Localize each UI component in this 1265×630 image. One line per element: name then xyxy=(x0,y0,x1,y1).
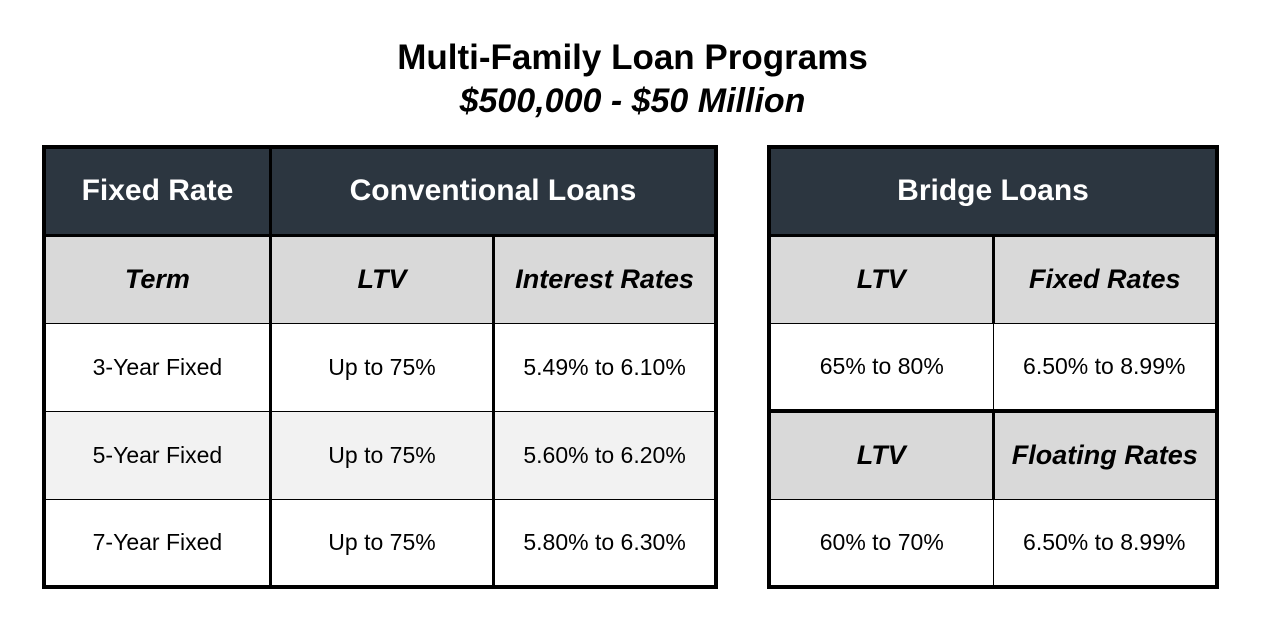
table-row xyxy=(44,411,716,499)
bridge-loans-table xyxy=(767,145,1219,589)
table-row xyxy=(769,499,1217,587)
column-header-ltv: LTV xyxy=(270,235,493,323)
term-cell: 5-Year Fixed xyxy=(44,411,270,499)
fixed-rate-header: Fixed Rate xyxy=(44,147,270,235)
column-header-floating-rates: Floating Rates xyxy=(993,411,1217,499)
floating-rate-cell: 6.50% to 8.99% xyxy=(993,499,1217,587)
page-subtitle: $500,000 - $50 Million xyxy=(459,82,806,120)
column-header-term: Term xyxy=(44,235,270,323)
table-row xyxy=(44,323,716,411)
term-cell: 3-Year Fixed xyxy=(44,323,270,411)
ltv-cell: Up to 75% xyxy=(270,499,493,587)
conventional-loans-table xyxy=(42,145,718,589)
column-header-fixed-rates: Fixed Rates xyxy=(993,235,1217,323)
ltv-cell: Up to 75% xyxy=(270,323,493,411)
column-header-ltv: LTV xyxy=(769,235,993,323)
column-header-ltv: LTV xyxy=(769,411,993,499)
table-row xyxy=(769,323,1217,411)
ltv-cell: 60% to 70% xyxy=(769,499,993,587)
page-title: Multi-Family Loan Programs xyxy=(397,38,868,77)
conventional-loans-header: Conventional Loans xyxy=(270,147,716,235)
interest-rate-cell: 5.49% to 6.10% xyxy=(494,323,716,411)
interest-rate-cell: 5.80% to 6.30% xyxy=(494,499,716,587)
bridge-loans-header: Bridge Loans xyxy=(769,147,1217,235)
fixed-rate-cell: 6.50% to 8.99% xyxy=(993,323,1217,411)
term-cell: 7-Year Fixed xyxy=(44,499,270,587)
table-row xyxy=(44,499,716,587)
ltv-cell: 65% to 80% xyxy=(769,323,993,411)
column-header-interest-rates: Interest Rates xyxy=(494,235,716,323)
interest-rate-cell: 5.60% to 6.20% xyxy=(494,411,716,499)
ltv-cell: Up to 75% xyxy=(270,411,493,499)
